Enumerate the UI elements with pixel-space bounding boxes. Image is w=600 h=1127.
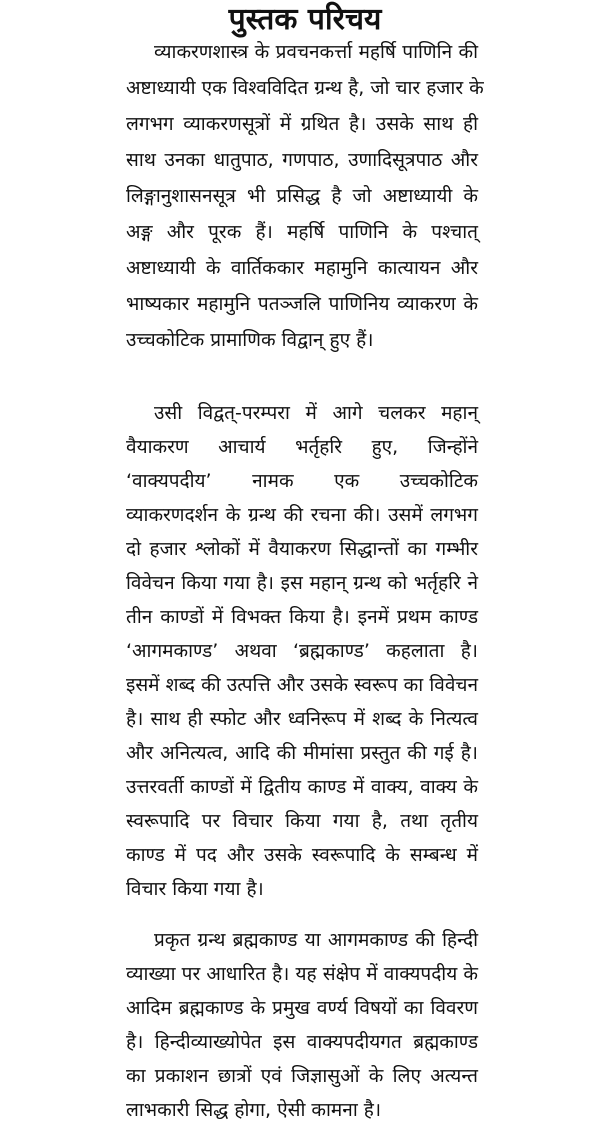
text-line: अष्टाध्यायी के वार्तिककार महामुनि कात्यायन और	[126, 257, 478, 279]
text-line: व्याकरणशास्त्र के प्रवचनकर्त्ता महर्षि पाणिनि की	[154, 41, 478, 63]
paragraph-3	[126, 923, 478, 1127]
text-line: ‘वाक्यपदीय’ नामक एक उच्चकोटिक	[126, 470, 478, 492]
text-line: लिङ्गानुशासनसूत्र भी प्रसिद्ध है जो अष्टाध्यायी के	[126, 185, 478, 207]
text-line: और अनित्यत्व, आदि की मीमांसा प्रस्तुत की गई है।	[126, 742, 478, 764]
text-line: विचार किया गया है।	[126, 878, 264, 900]
text-line: वैयाकरण आचार्य भर्तृहरि हुए, जिन्होंने	[126, 436, 478, 458]
paragraph-2	[126, 396, 478, 906]
page-title: पुस्तक परिचय	[228, 2, 382, 37]
text-line: आदिम ब्रह्मकाण्ड के प्रमुख वर्ण्य विषयों का विवरण	[126, 997, 478, 1019]
text-line: स्वरूपादि पर विचार किया गया है, तथा तृतीय	[126, 810, 478, 832]
text-line: दो हजार श्लोकों में वैयाकरण सिद्धान्तों का गम्भीर	[126, 538, 478, 560]
text-line: ‘आगमकाण्ड’ अथवा ‘ब्रह्मकाण्ड’ कहलाता है।	[126, 640, 478, 662]
text-line: है। साथ ही स्फोट और ध्वनिरूप में शब्द के नित्यत्व	[126, 708, 478, 730]
text-line: उच्चकोटिक प्रामाणिक विद्वान् हुए हैं।	[126, 329, 374, 351]
text-line: अष्टाध्यायी एक विश्वविदित ग्रन्थ है, जो चार हजार के	[126, 77, 484, 99]
text-line: तीन काण्डों में विभक्त किया है। इनमें प्रथम काण्ड	[126, 606, 478, 628]
text-line: इसमें शब्द की उत्पत्ति और उसके स्वरूप का विवेचन	[126, 674, 478, 696]
text-line: काण्ड में पद और उसके स्वरूपादि के सम्बन्ध में	[126, 844, 478, 866]
text-line: लगभग व्याकरणसूत्रों में ग्रथित है। उसके साथ ही	[126, 113, 478, 135]
text-line: है। हिन्दीव्याख्योपेत इस वाक्यपदीयगत ब्रह्मकाण्ड	[126, 1031, 478, 1053]
text-line: साथ उनका धातुपाठ, गणपाठ, उणादिसूत्रपाठ और	[126, 149, 478, 171]
text-line: भाष्यकार महामुनि पतञ्जलि पाणिनिय व्याकरण के	[126, 293, 478, 315]
paragraph-1	[126, 34, 484, 358]
text-line: व्याख्या पर आधारित है। यह संक्षेप में वाक्यपदीय के	[126, 963, 478, 985]
text-line: व्याकरणदर्शन के ग्रन्थ की रचना की। उसमें लगभग	[126, 504, 478, 526]
text-line: उसी विद्वत्-परम्परा में आगे चलकर महान्	[154, 402, 478, 424]
text-line: का प्रकाशन छात्रों एवं जिज्ञासुओं के लिए अत्यन्त	[126, 1065, 478, 1087]
text-line: उत्तरवर्ती काण्डों में द्वितीय काण्ड में वाक्य, वाक्य के	[126, 776, 478, 798]
text-line: प्रकृत ग्रन्थ ब्रह्मकाण्ड या आगमकाण्ड की हिन्दी	[154, 929, 478, 951]
text-line: अङ्ग और पूरक हैं। महर्षि पाणिनि के पश्चात्	[126, 221, 478, 243]
text-line: लाभकारी सिद्ध होगा, ऐसी कामना है।	[126, 1099, 382, 1121]
text-line: विवेचन किया गया है। इस महान् ग्रन्थ को भर्तृहरि ने	[126, 572, 478, 594]
